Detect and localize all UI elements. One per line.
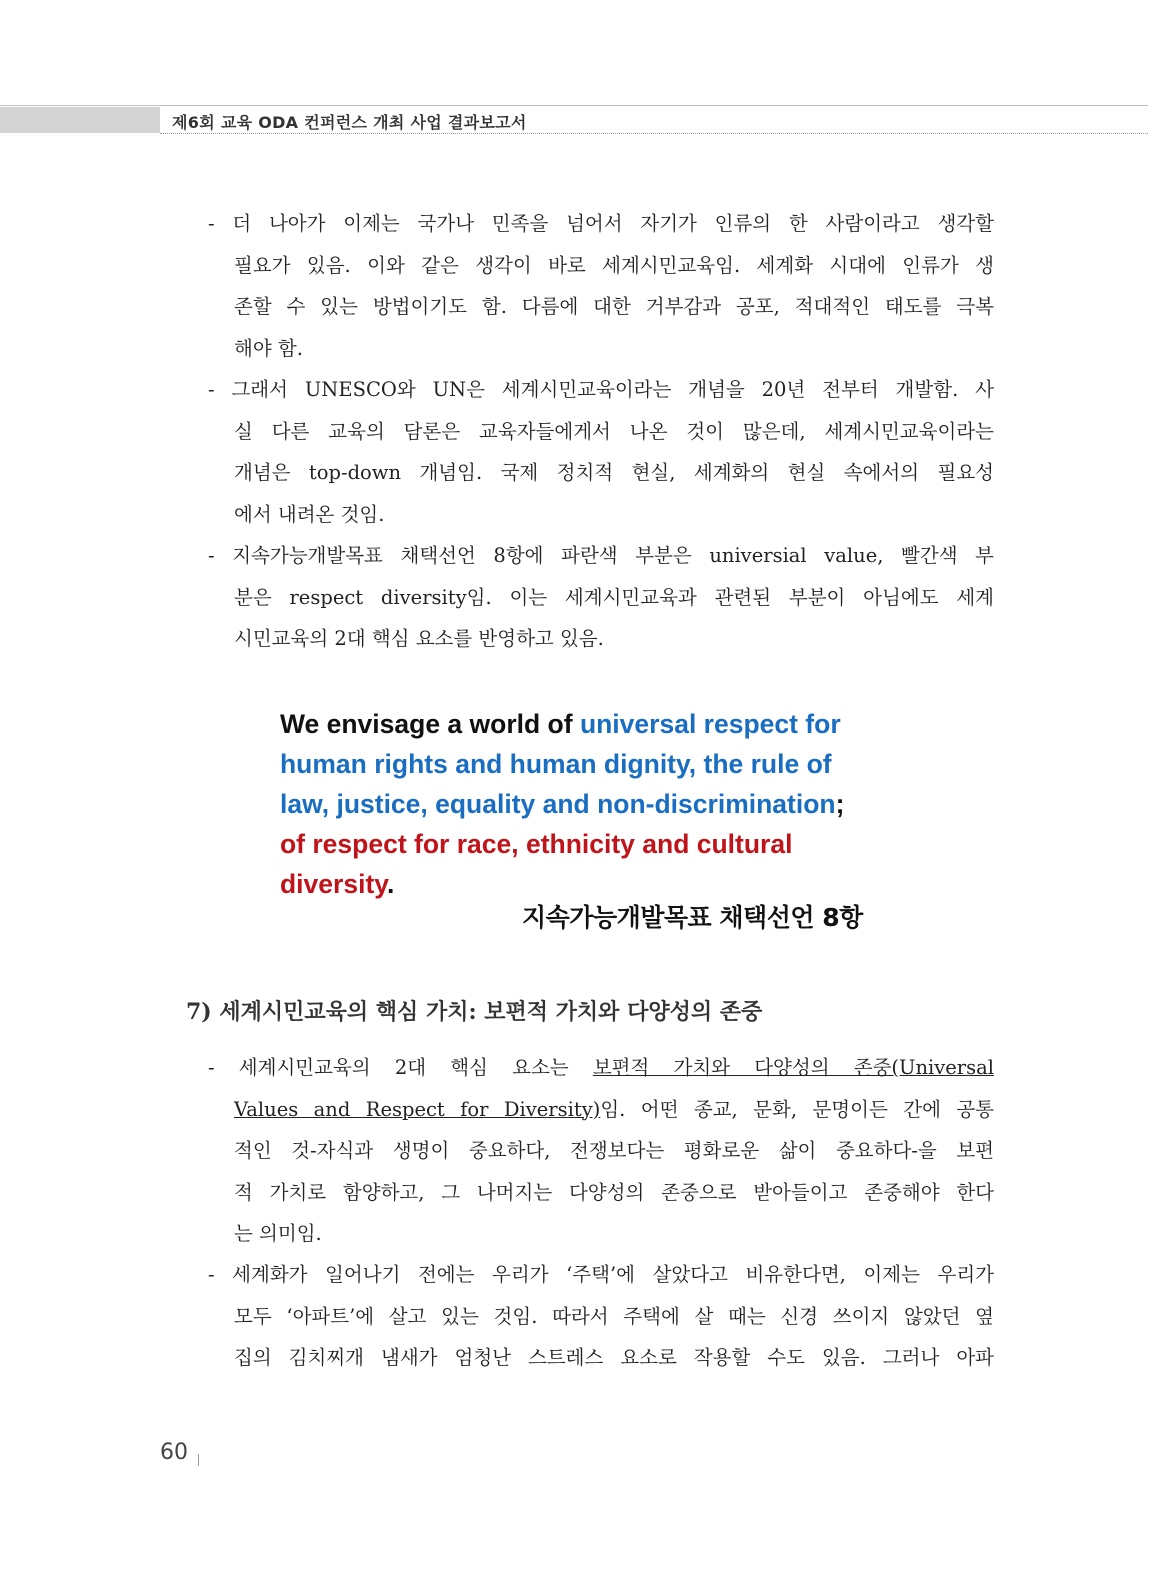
text-line: 는 의미임. (234, 1222, 322, 1245)
text-line: 개념은 top-down 개념임. 국제 정치적 현실, 세계화의 현실 속에서의 필요성 (234, 461, 994, 484)
quote-line: of respect for race, ethnicity and cultural (280, 829, 793, 859)
quote-text-black: We envisage a world of (280, 709, 580, 739)
text-line: 필요가 있음. 이와 같은 생각이 바로 세계시민교육임. 세계화 시대에 인류가 생 (234, 253, 994, 277)
header-dotted-rule (160, 133, 1148, 134)
text-line: 에서 내려온 것임. (234, 502, 385, 526)
section-heading: 7) 세계시민교육의 핵심 가치: 보편적 가치와 다양성의 존중 (186, 999, 763, 1025)
text-line: - 더 나아가 이제는 국가나 민족을 넘어서 자기가 인류의 한 사람이라고 생각할 (208, 212, 994, 235)
quote-line: human rights and human dignity, the rule of (280, 749, 832, 779)
sdg-quote (280, 704, 900, 904)
text-line: 모두 ‘아파트’에 살고 있는 것임. 따라서 주택에 살 때는 신경 쓰이지 않았던 옆 (234, 1304, 994, 1328)
underlined-term: Values and Respect for Diversity) (234, 1097, 601, 1121)
text-line: - 세계화가 일어나기 전에는 우리가 ‘주택’에 살았다고 비유한다면, 이제는 우리가 (208, 1263, 994, 1286)
quote-line (280, 784, 900, 824)
bullet-unesco-un (208, 369, 994, 535)
text-line: 존할 수 있는 방법이기도 함. 다름에 대한 거부감과 공포, 적대적인 태도를 극복 (234, 295, 994, 318)
running-header-title: 제6회 교육 ODA 컨퍼런스 개최 사업 결과보고서 (172, 113, 527, 132)
text-line: 분은 respect diversity임. 이는 세계시민교육과 관련된 부분이 아님에도 세계 (234, 585, 994, 609)
bullet-core-values (208, 1047, 994, 1255)
page-number-separator (198, 1454, 199, 1466)
text-line: 적인 것-자식과 생명이 중요하다, 전쟁보다는 평화로운 삶이 중요하다-을 보편 (234, 1139, 994, 1162)
text-line: 적 가치로 함양하고, 그 나머지는 다양성의 존중으로 받아들이고 존중해야 한다 (234, 1180, 994, 1204)
text-line (208, 1047, 994, 1089)
quote-source: 지속가능개발목표 채택선언 8항 (522, 903, 863, 932)
header-gray-bar (0, 107, 160, 133)
text-line: - 지속가능개발목표 채택선언 8항에 파란색 부분은 universial value, 빨간색 부 (208, 544, 994, 567)
quote-line (280, 704, 900, 744)
bullet-sdg-declaration (208, 535, 994, 660)
page-number: 60 (160, 1440, 188, 1465)
quote-text-black: . (387, 869, 395, 899)
quote-text-red: diversity (280, 869, 388, 899)
text-line: 해야 함. (234, 336, 303, 360)
text-segment: 임. 어떤 종교, 문화, 문명이든 간에 공통 (600, 1097, 994, 1121)
underlined-term: 보편적 가치와 다양성의 존중(Universal (592, 1056, 994, 1079)
text-line: 집의 김치찌개 냄새가 엄청난 스트레스 요소로 작용할 수도 있음. 그러나 아파 (234, 1346, 994, 1369)
text-line: - 그래서 UNESCO와 UN은 세계시민교육이라는 개념을 20년 전부터 개발함. 사 (208, 378, 994, 401)
text-line (208, 1089, 994, 1131)
text-line: 실 다른 교육의 담론은 교육자들에게서 나온 것이 많은데, 세계시민교육이라는 (234, 419, 994, 443)
bullet-global-citizen (208, 203, 994, 369)
text-segment: - 세계시민교육의 2대 핵심 요소는 (208, 1056, 593, 1079)
quote-text-blue: universal respect for (579, 709, 841, 739)
quote-text-blue: law, justice, equality and non-discrimination (280, 789, 836, 819)
quote-text-black: ; (835, 789, 845, 819)
header-rule (0, 105, 1148, 106)
bullet-apartment-analogy (208, 1254, 994, 1379)
text-line: 시민교육의 2대 핵심 요소를 반영하고 있음. (234, 627, 604, 650)
